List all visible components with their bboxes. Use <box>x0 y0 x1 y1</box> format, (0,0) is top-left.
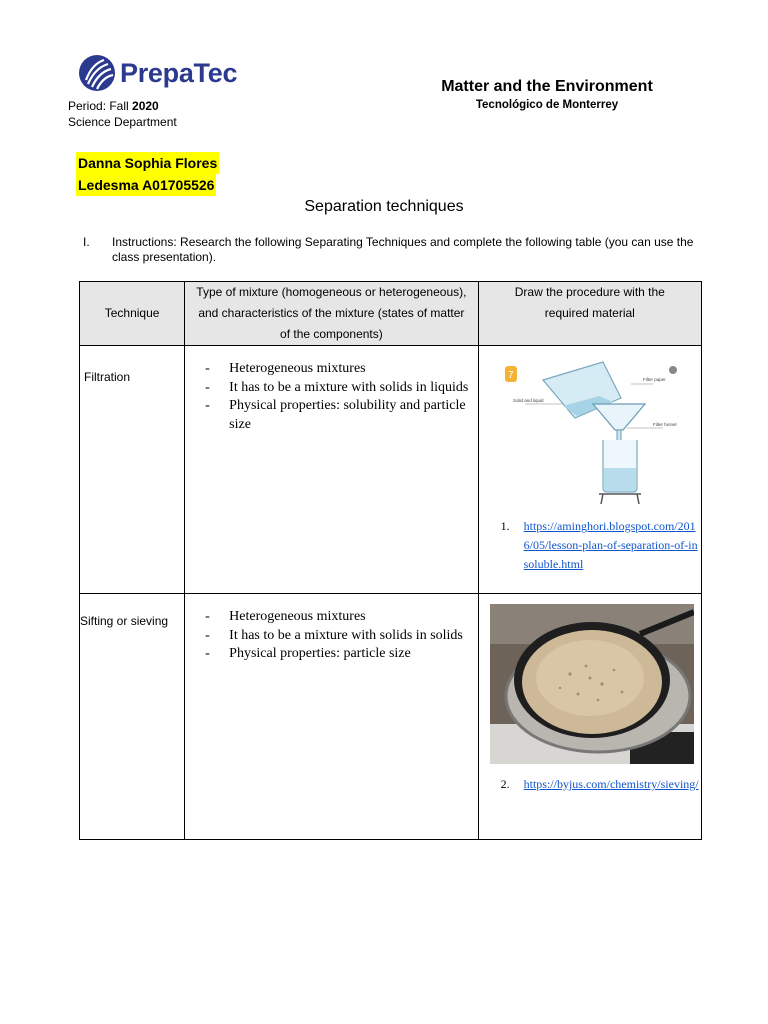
department: Science Department <box>68 115 177 129</box>
reference-item <box>501 517 701 574</box>
header-technique: Technique <box>80 282 185 346</box>
list-item: - It has to be a mixture with solids in liquids <box>205 379 477 398</box>
instructions-number: I. <box>83 235 90 249</box>
diagram-label: Filter funnel <box>652 422 677 427</box>
reference-item <box>501 775 701 794</box>
header-procedure: Draw the procedure with the required material <box>478 282 701 346</box>
sieving-photo <box>490 604 694 764</box>
diagram-label: Filter paper <box>642 377 666 382</box>
reference-number: 1. <box>500 519 510 533</box>
document-title: Separation techniques <box>304 198 464 215</box>
header-mixture-type: Type of mixture (homogeneous or heterogeneous), and characteristics of the mixture (states of matter of the components) <box>185 282 478 346</box>
table-row <box>80 594 702 840</box>
prepatec-logo <box>78 52 238 94</box>
reference-number: 2. <box>500 777 510 791</box>
course-title: Matter and the Environment <box>441 78 653 95</box>
student-name <box>76 152 219 196</box>
diagram-label: Solid and liquid <box>512 398 544 403</box>
reference-link[interactable]: https://aminghori.blogspot.com/2016/05/lesson-plan-of-separation-of-insoluble.html <box>523 519 698 571</box>
list-item: - Physical properties: particle size <box>205 645 477 664</box>
reference-link[interactable]: https://byjus.com/chemistry/sieving/ <box>523 777 699 791</box>
separation-table <box>79 281 702 840</box>
list-item: - Physical properties: solubility and particle size <box>205 397 477 434</box>
list-item: - It has to be a mixture with solids in solids <box>205 627 477 646</box>
period-label: Period: Fall <box>68 99 133 113</box>
procedure-cell <box>478 594 701 840</box>
properties-cell <box>185 594 478 840</box>
prepatec-logo-icon <box>78 54 116 92</box>
instructions <box>80 235 710 265</box>
properties-list <box>185 360 477 434</box>
logo-text: PrepaTec <box>120 57 238 88</box>
filtration-diagram <box>503 360 681 504</box>
student-name-line1: Danna Sophia Flores <box>76 152 219 174</box>
student-name-line2: Ledesma A01705526 <box>76 174 216 196</box>
properties-list <box>185 608 477 664</box>
technique-cell: Filtration <box>80 346 185 594</box>
svg-text:7: 7 <box>507 370 514 381</box>
procedure-cell <box>478 346 701 594</box>
table-row <box>80 346 702 594</box>
list-item: - Heterogeneous mixtures <box>205 608 477 627</box>
institution: Tecnológico de Monterrey <box>475 99 619 111</box>
list-item: - Heterogeneous mixtures <box>205 360 477 379</box>
table-header-row <box>80 282 702 346</box>
instructions-text: Instructions: Research the following Separating Techniques and complete the following table (you can use the class presentation). <box>112 235 694 264</box>
period-info <box>68 98 177 130</box>
properties-cell <box>185 346 478 594</box>
technique-cell: Sifting or sieving <box>80 594 185 840</box>
period-year: 2020 <box>132 99 159 113</box>
